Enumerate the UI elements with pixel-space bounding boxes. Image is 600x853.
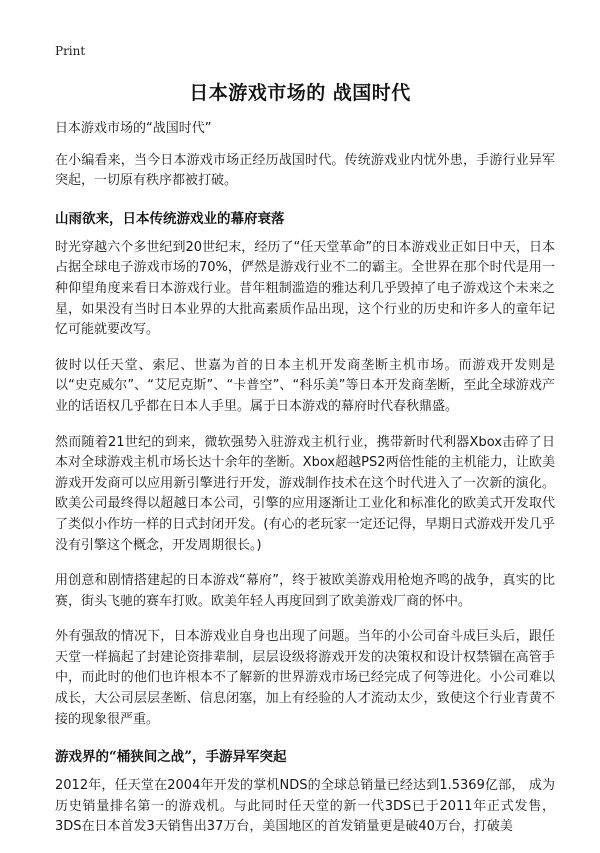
paragraph: 然而随着21世纪的到来，微软强势入驻游戏主机行业，携带新时代利器Xbox击碎了日本对全球游戏主机市场长达十余年的垄断。Xbox超越PS2两倍性能的主机能力，让欧美游戏开发商可以应用新引擎进行开发，游戏制作技术在这个时代进入了一次新的演化。欧美公司最终得以超越日本公司，引擎的应用逐渐让工业化和标准化的欧美式开发取代了类似小作坊一样的日式封闭开发。(有心的老玩家一定还记得，早期日式游戏开发几乎没有引擎这个概念，开发周期很长。) — [55, 434, 555, 553]
article-body — [55, 119, 555, 853]
intro-paragraph: 在小编看来，当今日本游戏市场正经历战国时代。传统游戏业内忧外患，手游行业异军突起，一切原有秩序都被打破。 — [55, 152, 555, 189]
paragraph: 彼时以任天堂、索尼、世嘉为首的日本主机开发商垄断主机市场。而游戏开发则是以“史克威尔”、“艾尼克斯”、“卡普空”、“科乐美”等日本开发商垄断，至此全球游戏产业的话语权几乎都在日本人手里。属于日本游戏的幕府时代春秋鼎盛。 — [55, 357, 555, 414]
article-title: 日本游戏市场的 战国时代 — [189, 82, 411, 104]
article-subtitle: 日本游戏市场的“战国时代” — [55, 121, 212, 136]
section-heading-1: 山雨欲来，日本传统游戏业的幕府衰落 — [55, 210, 285, 227]
print-label[interactable]: Print — [55, 44, 86, 58]
paragraph: 时光穿越六个多世纪到20世纪末，经历了“任天堂革命”的日本游戏业正如日中天，日本占据全球电子游戏市场的70%，俨然是游戏行业不二的霸主。全世界在那个时代是用一种仰望角度来看日本游戏行业。昔年粗制滥造的雅达利几乎毁掉了电子游戏这个未来之星，如果没有当时日本业界的大批高素质作品出现，这个行业的历史和许多人的童年记忆可能就要改写。 — [55, 239, 555, 338]
paragraph: 用创意和剧情搭建起的日本游戏“幕府”，终于被欧美游戏用枪炮齐鸣的战争，真实的比赛，街头飞驰的赛车打败。欧美年轻人再度回到了欧美游戏厂商的怀中。 — [55, 573, 555, 609]
section-heading-2: 游戏界的“桶狭间之战”，手游异军突起 — [55, 749, 287, 766]
paragraph: 外有强敌的情况下，日本游戏业自身也出现了问题。当年的小公司奋斗成巨头后，跟任天堂一样搞起了封建论资排辈制，层层设级将游戏开发的决策权和设计权禁锢在高管手中，而此时的他们也许根本不了解新的世界游戏市场已经完成了何等进化。小公司难以成长，大公司层层垄断、信息闭塞，加上有经验的人才流动太少，致使这个行业青黄不接的现象很严重。 — [55, 629, 555, 727]
paragraph: 2012年，任天堂在2004年开发的掌机NDS的全球总销量已经达到1.5369亿部， 成为历史销量排名第一的游戏机。与此同时任天堂的新一代3DS已于2011年正式发售，3DS在日本首发3天销售出37万台，美国地区的首发销量更是破40万台，打破美 — [55, 778, 555, 835]
